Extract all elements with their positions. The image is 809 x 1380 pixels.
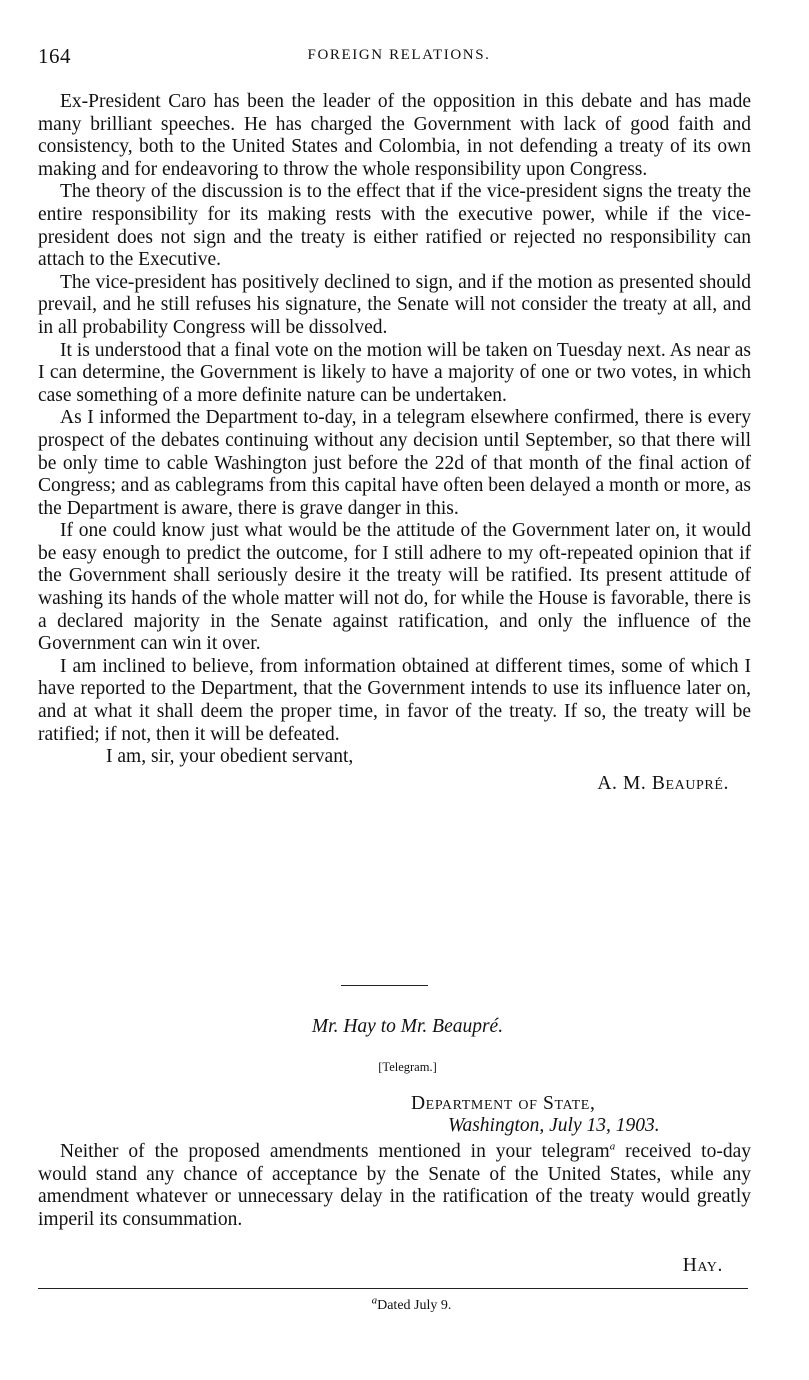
section-divider [341,985,428,986]
footnote-marker: a [609,1140,616,1153]
dateline: Washington, July 13, 1903. [448,1115,660,1136]
running-head: FOREIGN RELATIONS. [307,47,491,63]
letter-signature: A. M. Beaupré. [597,772,729,794]
letter-body [38,91,751,795]
footnote-mark: a [371,1294,378,1307]
page-number: 164 [38,44,71,68]
paragraph-text: received to-day would stand any chance of acceptance by the Senate of the United States, while any amendment whatever or unnecessary delay in the ratification of the treaty would greatly imperil its consummation. [38,1141,751,1230]
footnote-rule [38,1288,748,1289]
paragraph: As I informed the Department to-day, in a telegram elsewhere confirmed, there is every prospect of the debates continuing without any decision until September, so that there will be only time to cable Washington just before the 22d of that month of the final action of Congress; and as cablegrams from this capital have often been delayed a month or more, as the Department is aware, there is grave danger in this. [38,407,751,519]
telegram-signature: Hay. [682,1255,723,1276]
paragraph: The vice-president has positively declined to sign, and if the motion as presented should prevail, and he still refuses his signature, the Senate will not consider the treaty at all, and in all probability Congress will be dissolved. [38,271,751,338]
letter-heading: Mr. Hay to Mr. Beaupré. [311,1016,504,1037]
paragraph: If one could know just what would be the attitude of the Government later on, it would be easy enough to predict the outcome, for I still adhere to my oft-repeated opinion that if the Government shall seriously desire it the treaty will be ratified. Its present attitude of washing its hands of the whole matter will not do, for while the House is favorable, there is a declared majority in the Senate against ratification, and only the influence of the Government can win it over. [38,520,751,655]
paragraph: Ex-President Caro has been the leader of the opposition in this debate and has made many brilliant speeches. He has charged the Government with lack of good faith and consistency, both to the United States and Colombia, in not defending a treaty of its own making and for endeavoring to throw the whole responsibility upon Congress. [38,91,751,180]
letter-closing: I am, sir, your obedient servant, [106,746,354,768]
footnote-text: Dated July 9. [377,1298,452,1313]
telegram-body [38,1141,751,1231]
paragraph-text: Neither of the proposed amendments mentioned in your telegram [60,1141,610,1162]
paragraph [38,1141,751,1231]
page-header [38,44,750,74]
sender-department: Department of State, [411,1093,596,1114]
footnote [0,1294,809,1314]
paragraph: The theory of the discussion is to the effect that if the vice-president signs the treaty the entire responsibility for its making rests with the executive power, while if the vice-president does not sign and the treaty is either ratified or rejected no responsibility can attach to the Executive. [38,181,751,271]
telegram-tag: [Telegram.] [378,1060,437,1074]
paragraph: I am inclined to believe, from information obtained at different times, some of which I have reported to the Department, that the Government intends to use its influence later on, and at what it shall deem the proper time, in favor of the treaty. If so, the treaty will be ratified; if not, then it will be defeated. [38,655,751,745]
paragraph: It is understood that a final vote on the motion will be taken on Tuesday next. As near as I can determine, the Government is likely to have a majority of one or two votes, in which case something of a more definite nature can be undertaken. [38,339,751,406]
